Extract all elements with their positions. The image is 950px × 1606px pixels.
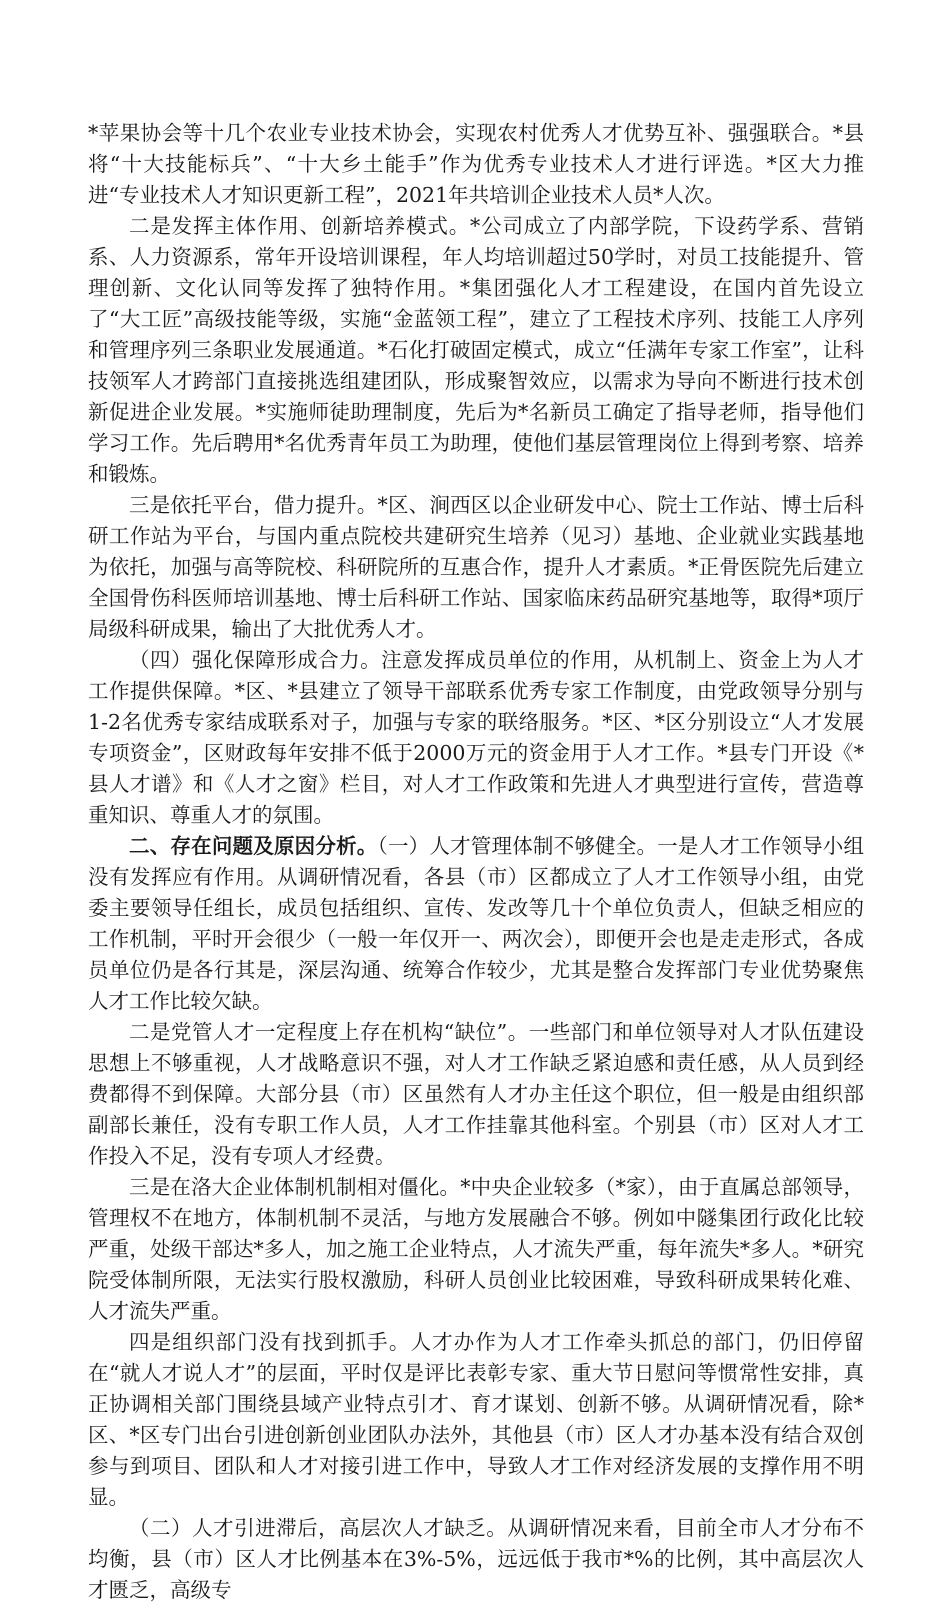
paragraph-1: *苹果协会等十几个农业专业技术协会，实现农村优秀人才优势互补、强强联合。*县将“十大技能标兵”、“十大乡土能手”作为优秀专业技术人才进行评选。*区大力推进“专业技术人才知识更新工程”，2021年共培训企业技术人员*人次。 — [88, 121, 864, 207]
section-heading: 二、存在问题及原因分析。 — [129, 834, 378, 858]
paragraph-4: （四）强化保障形成合力。注意发挥成员单位的作用，从机制上、资金上为人才工作提供保障。*区、*县建立了领导干部联系优秀专家工作制度，由党政领导分别与1-2名优秀专家结成联系对子，加强与专家的联络服务。*区、*区分别设立“人才发展专项资金”，区财政每年安排不低于2000万元的资金用于人才工作。*县专门开设《*县人才谱》和《人才之窗》栏目，对人才工作政策和先进人才典型进行宣传，营造尊重知识、尊重人才的氛围。 — [88, 648, 864, 827]
paragraph-3: 三是依托平台，借力提升。*区、涧西区以企业研发中心、院士工作站、博士后科研工作站为平台，与国内重点院校共建研究生培养（见习）基地、企业就业实践基地为依托，加强与高等院校、科研院所的互惠合作，提升人才素质。*正骨医院先后建立全国骨伤科医师培训基地、博士后科研工作站、国家临床药品研究基地等，取得*项厅局级科研成果，输出了大批优秀人才。 — [88, 493, 864, 641]
paragraph-9: （二）人才引进滞后，高层次人才缺乏。从调研情况来看，目前全市人才分布不均衡，县（市）区人才比例基本在3%-5%，远远低于我市*%的比例，其中高层次人才匮乏，高级专 — [88, 1516, 864, 1602]
paragraph-7: 三是在洛大企业体制机制相对僵化。*中央企业较多（*家），由于直属总部领导，管理权不在地方，体制机制不灵活，与地方发展融合不够。例如中隧集团行政化比较严重，处级干部达*多人，加之施工企业特点，人才流失严重，每年流失*多人。*研究院受体制所限，无法实行股权激励，科研人员创业比较困难，导致科研成果转化难、人才流失严重。 — [88, 1175, 864, 1323]
paragraph-5-text: （一）人才管理体制不够健全。一是人才工作领导小组没有发挥应有作用。从调研情况看，各县（市）区都成立了人才工作领导小组，由党委主要领导任组长，成员包括组织、宣传、发改等几十个单位负责人，但缺乏相应的工作机制，平时开会很少（一般一年仅开一、两次会），即便开会也是走走形式，各成员单位仍是各行其是，深层沟通、统筹合作较少，尤其是整合发挥部门专业优势聚焦人才工作比较欠缺。 — [88, 834, 865, 1013]
paragraph-5 — [88, 831, 864, 1017]
paragraph-2: 二是发挥主体作用、创新培养模式。*公司成立了内部学院，下设药学系、营销系、人力资源系，常年开设培训课程，年人均培训超过50学时，对员工技能提升、管理创新、文化认同等发挥了独特作用。*集团强化人才工程建设，在国内首先设立了“大工匠”高级技能等级，实施“金蓝领工程”，建立了工程技术序列、技能工人序列和管理序列三条职业发展通道。*石化打破固定模式，成立“任满年专家工作室”，让科技领军人才跨部门直接挑选组建团队，形成聚智效应，以需求为导向不断进行技术创新促进企业发展。*实施师徒助理制度，先后为*名新员工确定了指导老师，指导他们学习工作。先后聘用*名优秀青年员工为助理，使他们基层管理岗位上得到考察、培养和锻炼。 — [88, 214, 864, 486]
document-body — [88, 118, 864, 1606]
paragraph-8: 四是组织部门没有找到抓手。人才办作为人才工作牵头抓总的部门，仍旧停留在“就人才说人才”的层面，平时仅是评比表彰专家、重大节日慰问等惯常性安排，真正协调相关部门围绕县域产业特点引才、育才谋划、创新不够。从调研情况看，除*区、*区专门出台引进创新创业团队办法外，其他县（市）区人才办基本没有结合双创参与到项目、团队和人才对接引进工作中，导致人才工作对经济发展的支撑作用不明显。 — [88, 1330, 864, 1509]
paragraph-6: 二是党管人才一定程度上存在机构“缺位”。一些部门和单位领导对人才队伍建设思想上不够重视，人才战略意识不强，对人才工作缺乏紧迫感和责任感，从人员到经费都得不到保障。大部分县（市）区虽然有人才办主任这个职位，但一般是由组织部副部长兼任，没有专职工作人员，人才工作挂靠其他科室。个别县（市）区对人才工作投入不足，没有专项人才经费。 — [88, 1020, 864, 1168]
